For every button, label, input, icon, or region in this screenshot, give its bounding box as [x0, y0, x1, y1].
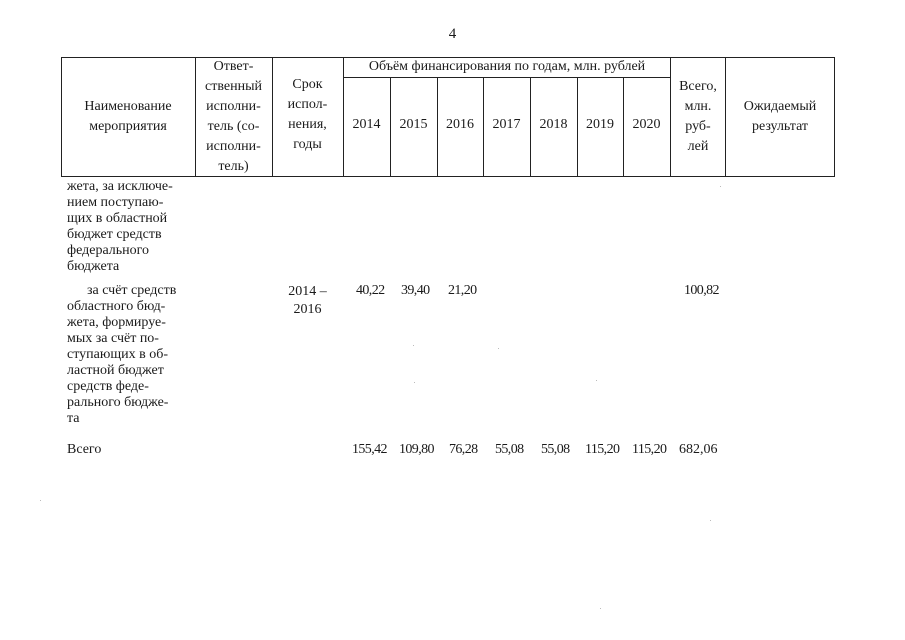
scan-speck	[710, 520, 711, 521]
continuation-line: нием поступаю-	[67, 195, 164, 210]
regional-term-line: 2016	[293, 302, 322, 317]
scan-speck	[413, 345, 414, 346]
funding-subheader-line	[343, 77, 671, 78]
grand-total-2016: 76,28	[449, 442, 478, 457]
continuation-line: бюджет средств	[67, 227, 162, 242]
grand-total-2017: 55,08	[495, 442, 524, 457]
regional-term	[272, 283, 343, 319]
header-total	[671, 77, 725, 157]
header-funding: Объём финансирования по годам, млн. рублей	[368, 59, 646, 74]
header-name-line: Наименование	[84, 99, 172, 114]
header-name-line: мероприятия	[89, 119, 167, 134]
scan-speck	[40, 500, 41, 501]
header-term	[272, 75, 343, 155]
header-year: 2017	[492, 117, 521, 132]
header-executor-line: ственный	[205, 79, 262, 94]
continuation-row-name	[67, 179, 189, 275]
header-total-line: лей	[687, 139, 709, 154]
regional-value-2016: 21,20	[448, 283, 477, 298]
header-executor-line: исполни-	[206, 139, 261, 154]
continuation-line: бюджета	[67, 259, 120, 274]
regional-name-line: та	[67, 411, 80, 426]
grand-total-2014: 155,42	[352, 442, 387, 457]
header-total-line: млн.	[684, 99, 712, 114]
regional-name-line: ступающих в об-	[67, 347, 168, 362]
regional-name-line: ластной бюджет	[67, 363, 164, 378]
scan-speck	[596, 380, 597, 381]
regional-name-line: жета, формируе-	[67, 315, 166, 330]
grand-total-2015: 109,80	[399, 442, 434, 457]
scan-speck	[600, 608, 601, 609]
header-name	[61, 97, 195, 137]
grand-total-sum: 682,06	[679, 442, 718, 457]
header-executor-line: исполни-	[206, 99, 261, 114]
header-executor-line: Ответ-	[213, 59, 254, 74]
regional-value-2015: 39,40	[401, 283, 430, 298]
grand-total-label: Всего	[67, 442, 102, 457]
header-term-line: испол-	[287, 97, 328, 112]
scan-speck	[414, 382, 415, 383]
continuation-line: жета, за исключе-	[67, 179, 173, 194]
header-total-line: Всего,	[679, 79, 717, 94]
header-year: 2016	[446, 117, 474, 132]
header-executor	[195, 57, 272, 177]
regional-value-2014: 40,22	[356, 283, 385, 298]
regional-name-line: рального бюдже-	[67, 395, 169, 410]
header-result-line: результат	[751, 119, 809, 134]
regional-row-name-cont	[67, 299, 191, 427]
header-total-line: руб-	[685, 119, 711, 134]
regional-name-line: средств феде-	[67, 379, 149, 394]
continuation-line: щих в областной	[67, 211, 168, 226]
regional-total: 100,82	[684, 283, 719, 298]
regional-term-line: 2014 –	[288, 284, 327, 299]
header-executor-line: тель (со-	[207, 119, 260, 134]
grand-total-2019: 115,20	[585, 442, 620, 457]
header-year: 2019	[586, 117, 614, 132]
header-year: 2018	[539, 117, 568, 132]
header-term-line: нения,	[288, 117, 327, 132]
regional-row-name	[87, 283, 191, 299]
table-header	[61, 57, 835, 177]
header-border-bottom	[61, 176, 835, 177]
header-result-line: Ожидаемый	[743, 99, 817, 114]
header-term-line: годы	[293, 137, 322, 152]
continuation-line: федерального	[67, 243, 150, 258]
header-year: 2014	[352, 117, 381, 132]
header-border-right	[834, 57, 835, 177]
header-executor-line: тель)	[218, 159, 249, 174]
regional-name-line: за счёт средств	[87, 283, 177, 298]
grand-total-2018: 55,08	[541, 442, 570, 457]
grand-total-2020: 115,20	[632, 442, 667, 457]
header-year: 2020	[632, 117, 661, 132]
scan-speck	[498, 348, 499, 349]
regional-name-line: мых за счёт по-	[67, 331, 159, 346]
scan-speck	[720, 186, 721, 187]
regional-name-line: областного бюд-	[67, 299, 166, 314]
header-result	[726, 97, 834, 137]
header-term-line: Срок	[292, 77, 323, 92]
header-year: 2015	[399, 117, 428, 132]
page-number: 4	[448, 26, 457, 42]
